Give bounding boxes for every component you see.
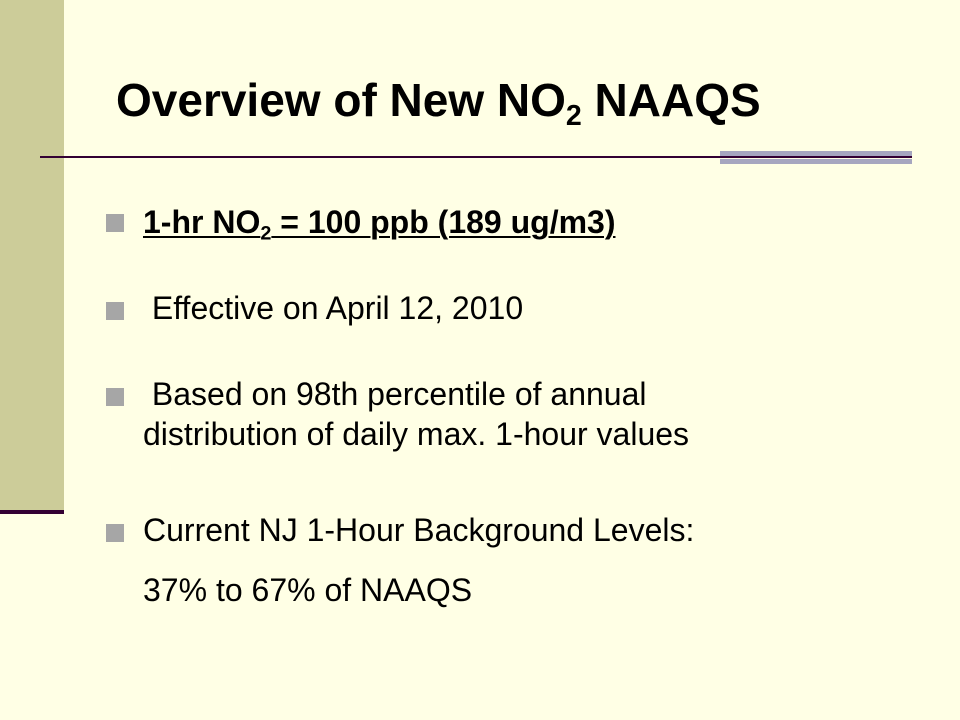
side-bar-underline xyxy=(0,510,64,514)
title-divider-line xyxy=(40,156,912,158)
title-divider-accent-top xyxy=(720,151,912,156)
title-main: Overview of New NO xyxy=(116,74,566,126)
bullet-text-suffix: = 100 ppb (189 ug/m3) xyxy=(271,204,616,240)
square-bullet-icon xyxy=(106,524,124,542)
bullet-text xyxy=(143,202,616,245)
bullet-text: Current NJ 1-Hour Background Levels: xyxy=(143,512,695,548)
square-bullet-icon xyxy=(106,302,124,320)
bullet-text-prefix: 1-hr NO xyxy=(143,204,261,240)
bullet-text-line-1: Based on 98th percentile of annual xyxy=(143,376,647,412)
bullet-text xyxy=(143,374,689,454)
square-bullet-icon xyxy=(106,388,124,406)
title-subscript: 2 xyxy=(565,100,582,133)
bullet-text-line-2: distribution of daily max. 1-hour values xyxy=(143,416,690,452)
title-divider-accent-bottom xyxy=(720,159,912,164)
square-bullet-icon xyxy=(106,214,124,232)
side-accent-bar xyxy=(0,0,64,512)
bullet-text: Effective on April 12, 2010 xyxy=(143,290,524,326)
continuation-text: 37% to 67% of NAAQS xyxy=(143,572,473,608)
title-tail: NAAQS xyxy=(581,74,761,126)
bullet-text-subscript: 2 xyxy=(260,222,272,245)
slide-title xyxy=(116,72,761,133)
